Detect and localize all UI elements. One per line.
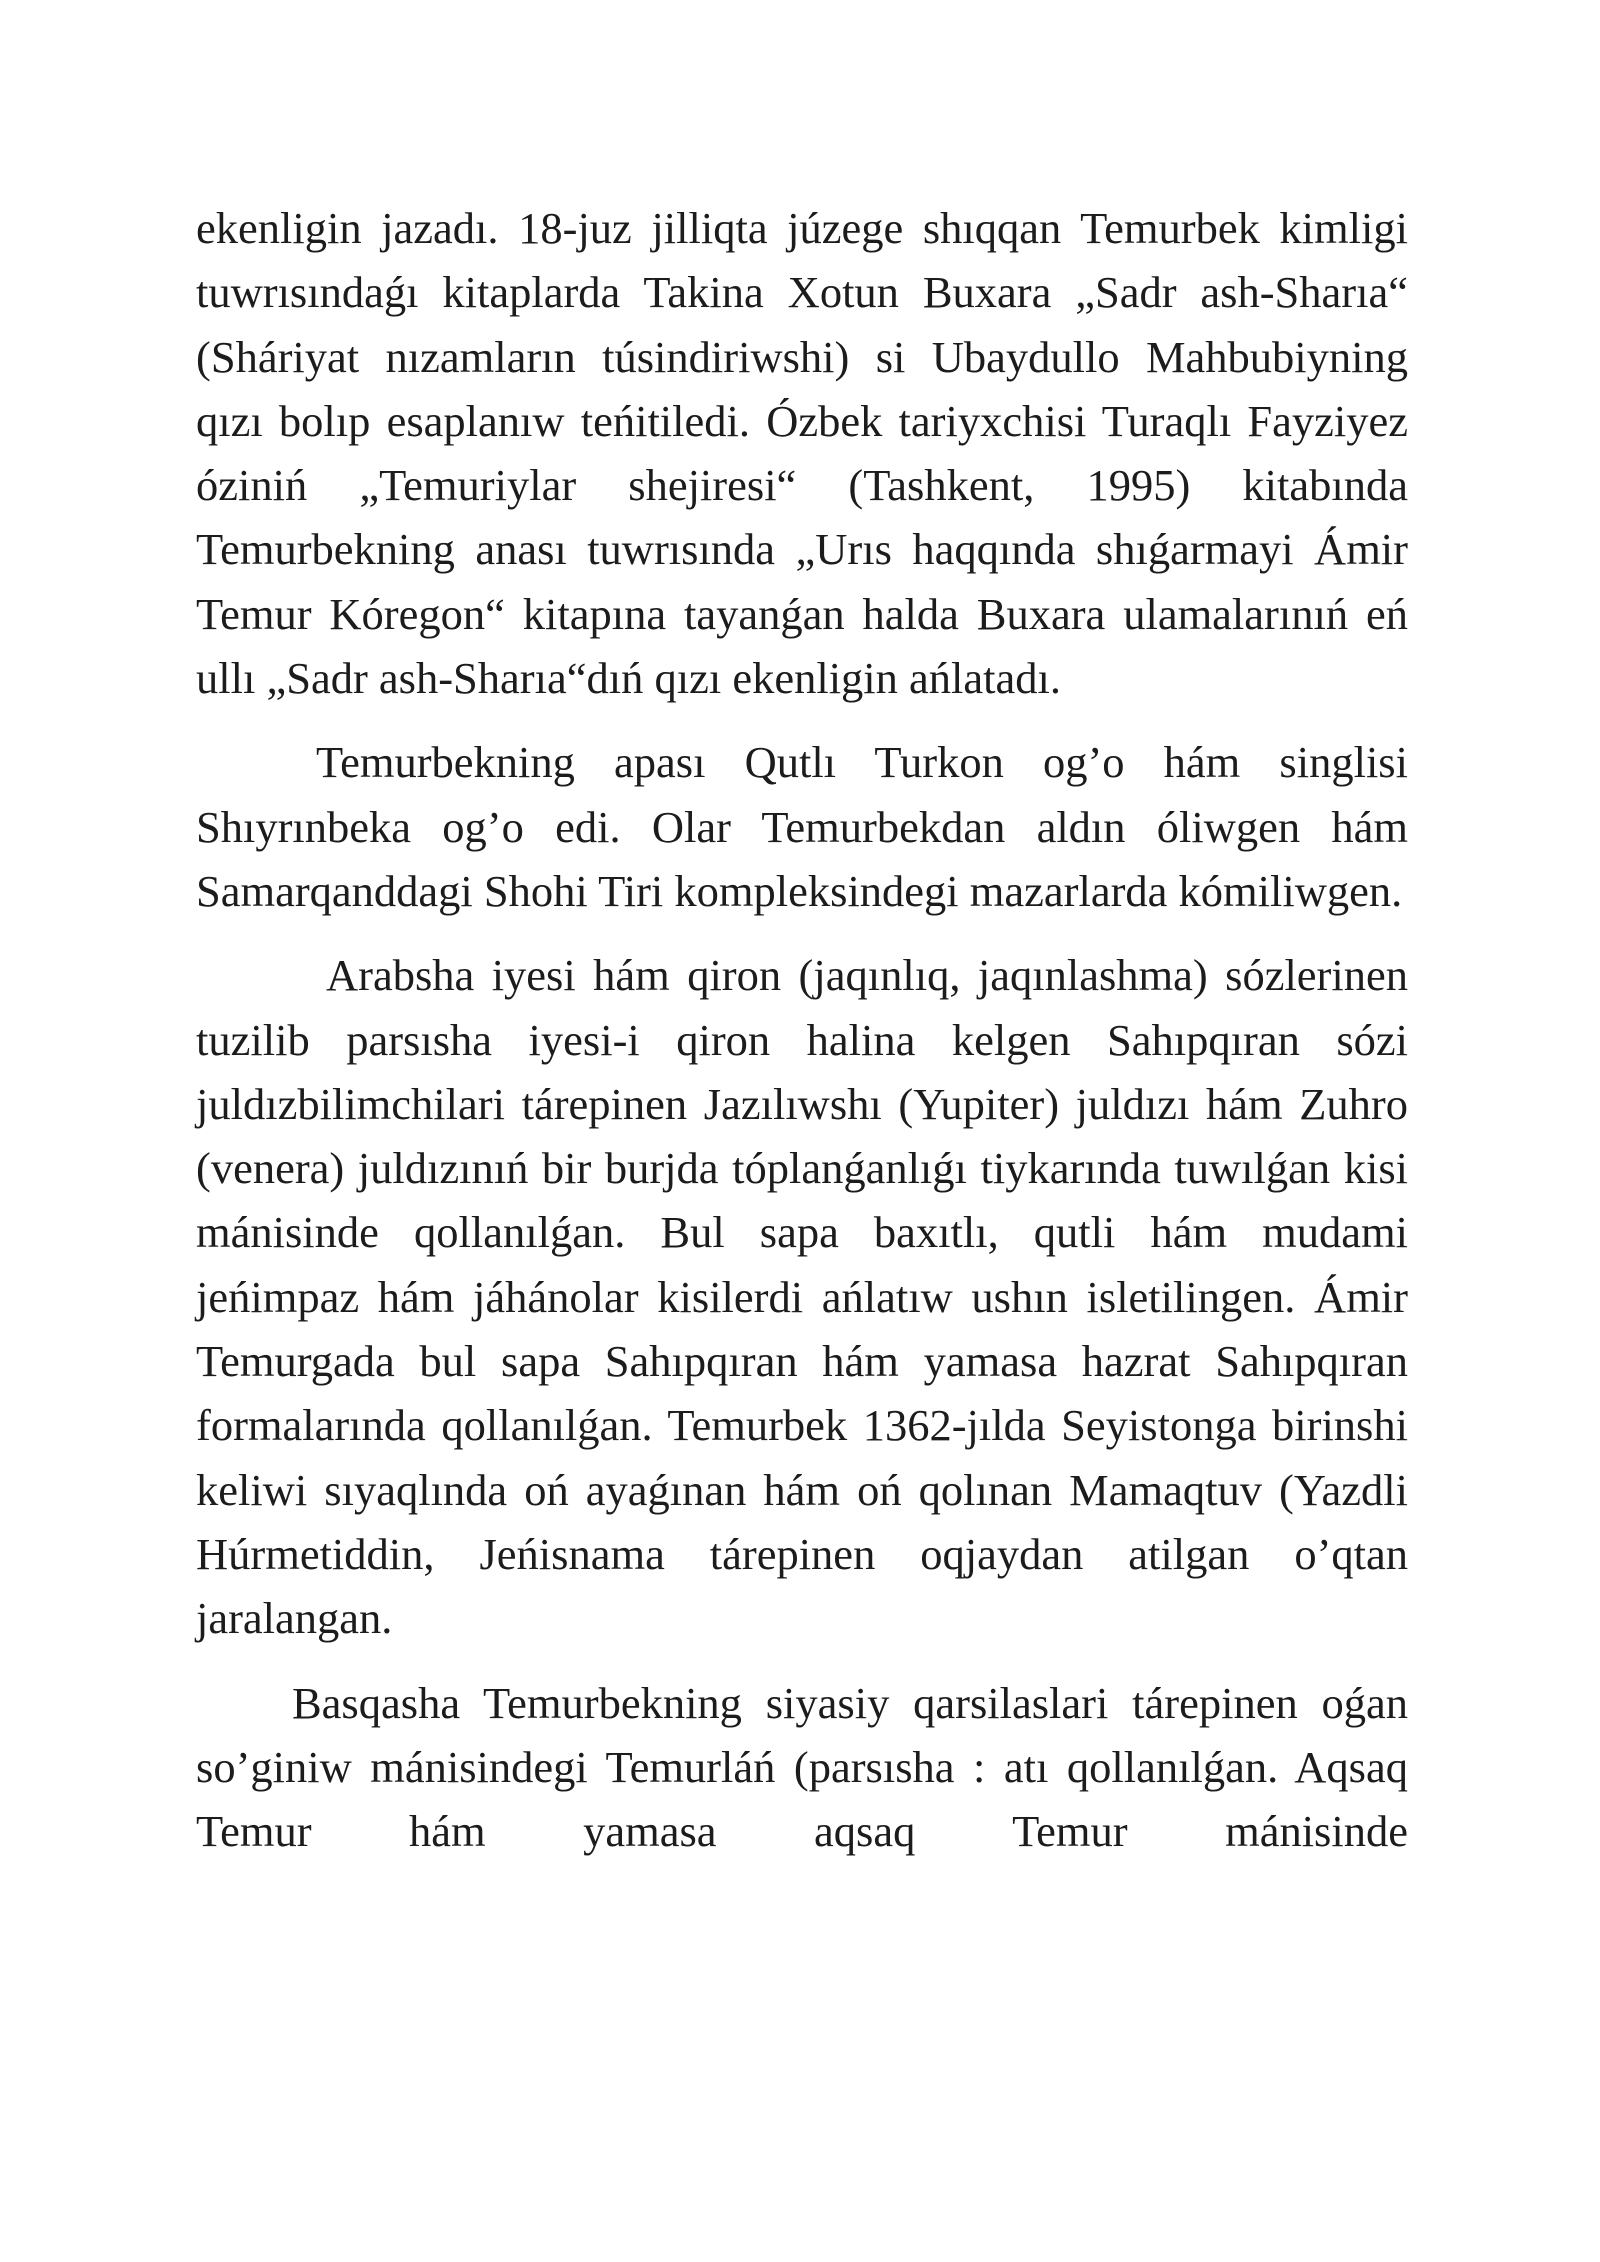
- paragraph-2: Temurbekning apası Qutlı Turkon og’o hám singlisi Shıyrınbeka og’o edi. Olar Temurbekdan aldın óliwgen hám Samarqanddagi Shohi Tiri kompleksindegi mazarlarda kómiliwgen.: [196, 737, 1408, 916]
- document-page: [196, 196, 1408, 1883]
- paragraph-3: Arabsha iyesi hám qiron (jaqınlıq, jaqınlashma) sózlerinen tuzilib parsısha iyesi-i qiron halina kelgen Sahıpqıran sózi juldızbilimchilari tárepinen Jazılıwshı (Yupiter) juldızı hám Zuhro (venera) juldızınıń bir burjda tóplanǵanlıǵı tiykarında tuwılǵan kisi mánisinde qollanılǵan. Bul sapa baxıtlı, qutli hám mudami jeńimpaz hám jáhánolar kisilerdi ańlatıw ushın isletilingen. Ámir Temurgada bul sapa Sahıpqıran hám yamasa hazrat Sahıpqıran formalarında qollanılǵan. Temurbek 1362-jılda Seyistonga birinshi keliwi sıyaqlında oń ayaǵınan hám oń qolınan Mamaqtuv (Yazdli Húrmetiddin, Jeńisnama tárepinen oqjaydan atilgan o’qtan jaralangan.: [196, 950, 1408, 1644]
- paragraph-1: ekenligin jazadı. 18-juz jilliqta júzege shıqqan Temurbek kimligi tuwrısındaǵı kitaplarda Takina Xotun Buxara „Sadr ash-Sharıa“ (Sháriyat nızamların túsindiriwshi) si Ubaydullo Mahbubiyning qızı bolıp esaplanıw teńitiledi. Ózbek tariyxchisi Turaqlı Fayziyez óziniń „Temuriylar shejiresi“ (Tashkent, 1995) kitabında Temurbekning anası tuwrısında „Urıs haqqında shıǵarmayi Ámir Temur Kóregon“ kitapına tayanǵan halda Buxara ulamalarınıń eń ullı „Sadr ash-Sharıa“dıń qızı ekenligin ańlatadı.: [196, 203, 1408, 704]
- paragraph-4: Basqasha Temurbekning siyasiy qarsilaslari tárepinen oǵan so’giniw mánisindegi Temurláń (parsısha : atı qollanılǵan. Aqsaq Temur hám yamasa aqsaq Temur mánisinde: [196, 1677, 1408, 1857]
